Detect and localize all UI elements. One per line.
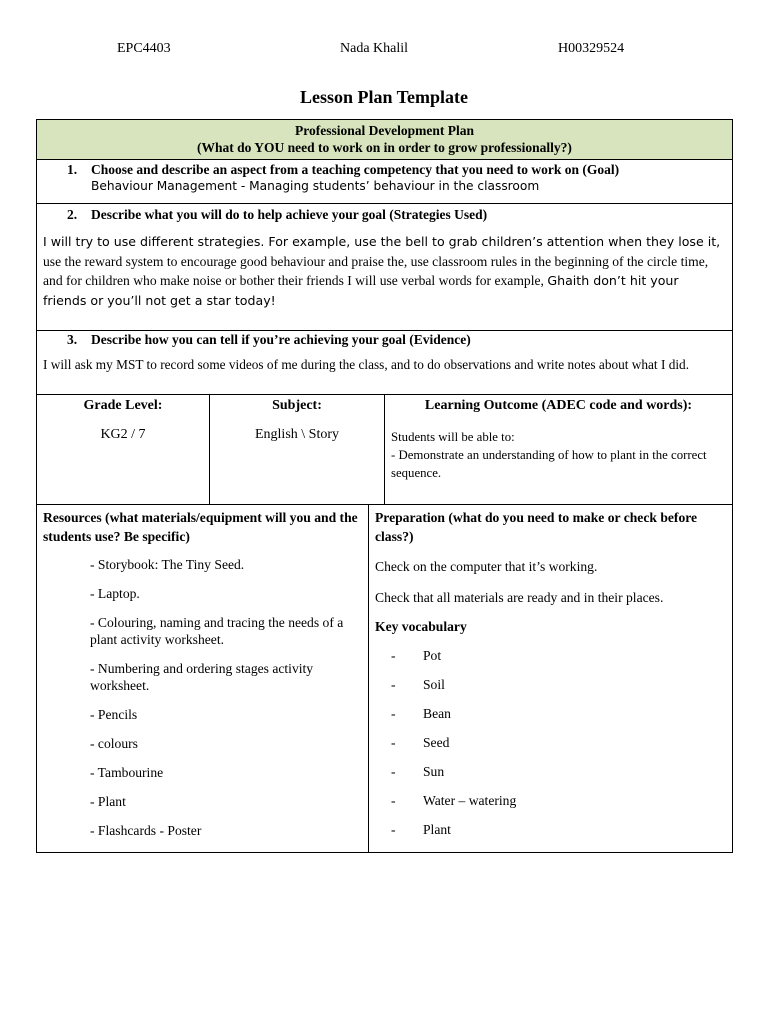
lesson-plan-table	[36, 119, 733, 853]
goal-question: Choose and describe an aspect from a teaching competency that you need to work on (Goal)	[91, 162, 620, 177]
resource-item: - Tambourine	[90, 765, 164, 780]
strategies-section	[37, 204, 732, 331]
preparation-computer: Check on the computer that it’s working.	[375, 559, 598, 574]
goal-section	[37, 160, 732, 204]
vocabulary-item: - Plant	[391, 822, 451, 837]
resource-item: - Laptop.	[90, 586, 140, 601]
evidence-question: Describe how you can tell if you’re achieving your goal (Evidence)	[91, 332, 471, 347]
outcome-detail: - Demonstrate an understanding of how to plant in the correct sequence.	[391, 448, 707, 480]
resource-item: - Plant	[90, 794, 126, 809]
vocabulary-heading: Key vocabulary	[375, 619, 467, 634]
resources-list	[43, 546, 362, 839]
outcome-label: Learning Outcome (ADEC code and words):	[424, 398, 693, 413]
evidence-answer: I will ask my MST to record some videos of me during the class, and to do observations and write notes about what I did.	[43, 357, 690, 372]
grade-value: KG2 / 7	[100, 427, 146, 442]
vocabulary-item: - Pot	[391, 648, 442, 663]
subject-cell	[210, 395, 385, 504]
pdp-header	[37, 120, 732, 160]
pdp-subtitle: (What do YOU need to work on in order to grow professionally?)	[197, 140, 572, 155]
pdp-title: Professional Development Plan	[295, 123, 474, 138]
resource-item: - Numbering and ordering stages activity worksheet.	[90, 661, 314, 693]
preparation-cell	[369, 505, 732, 852]
subject-label: Subject:	[272, 398, 322, 413]
strategies-answer-part1: I will try to use different strategies. For example, use the bell to grab children’s attention when they lose it,	[43, 234, 721, 249]
resource-item: - Colouring, naming and tracing the needs of a plant activity worksheet.	[90, 615, 344, 647]
strategies-answer-part2: use the reward system to encourage good behaviour and praise the, use classroom rules in the beginning of the circle time, and for children who make noise or bother their friends I will use verbal words for example,	[43, 253, 709, 288]
evidence-section	[37, 331, 732, 395]
grade-cell	[37, 395, 210, 504]
vocabulary-item: - Water – watering	[391, 793, 517, 808]
resource-item: - Storybook: The Tiny Seed.	[90, 557, 245, 572]
strategies-answer	[37, 223, 732, 310]
goal-number: 1.	[67, 162, 78, 177]
resources-preparation-row	[37, 505, 732, 853]
resource-item: - Pencils	[90, 707, 138, 722]
course-code: EPC4403	[117, 41, 171, 56]
author-name: Nada Khalil	[340, 41, 409, 56]
resources-heading: Resources (what materials/equipment will you and the students use? Be specific)	[43, 510, 358, 544]
strategies-number: 2.	[67, 207, 78, 222]
evidence-number: 3.	[67, 332, 78, 347]
subject-value: English \ Story	[254, 427, 339, 442]
strategies-question: Describe what you will do to help achieve your goal (Strategies Used)	[91, 207, 488, 222]
strategies-answer-part3: Ghaith don’t hit your friends or you’ll not get a star today!	[43, 273, 679, 308]
resource-item: - colours	[90, 736, 138, 751]
vocabulary-item: - Sun	[391, 764, 445, 779]
page-title: Lesson Plan Template	[299, 87, 469, 107]
goal-answer: Behaviour Management - Managing students’ behaviour in the classroom	[91, 179, 540, 193]
vocabulary-item: - Seed	[391, 735, 450, 750]
outcome-cell	[385, 395, 732, 504]
vocabulary-list	[375, 647, 726, 838]
resource-item: - Flashcards - Poster	[90, 823, 202, 838]
student-id: H00329524	[558, 41, 625, 56]
lesson-info-row	[37, 395, 732, 505]
preparation-heading: Preparation (what do you need to make or check before class?)	[375, 510, 698, 544]
grade-label: Grade Level:	[83, 398, 163, 413]
preparation-materials: Check that all materials are ready and in their places.	[375, 590, 664, 605]
vocabulary-item: - Bean	[391, 706, 451, 721]
outcome-intro: Students will be able to:	[391, 430, 515, 444]
vocabulary-item: - Soil	[391, 677, 445, 692]
resources-cell	[37, 505, 369, 852]
